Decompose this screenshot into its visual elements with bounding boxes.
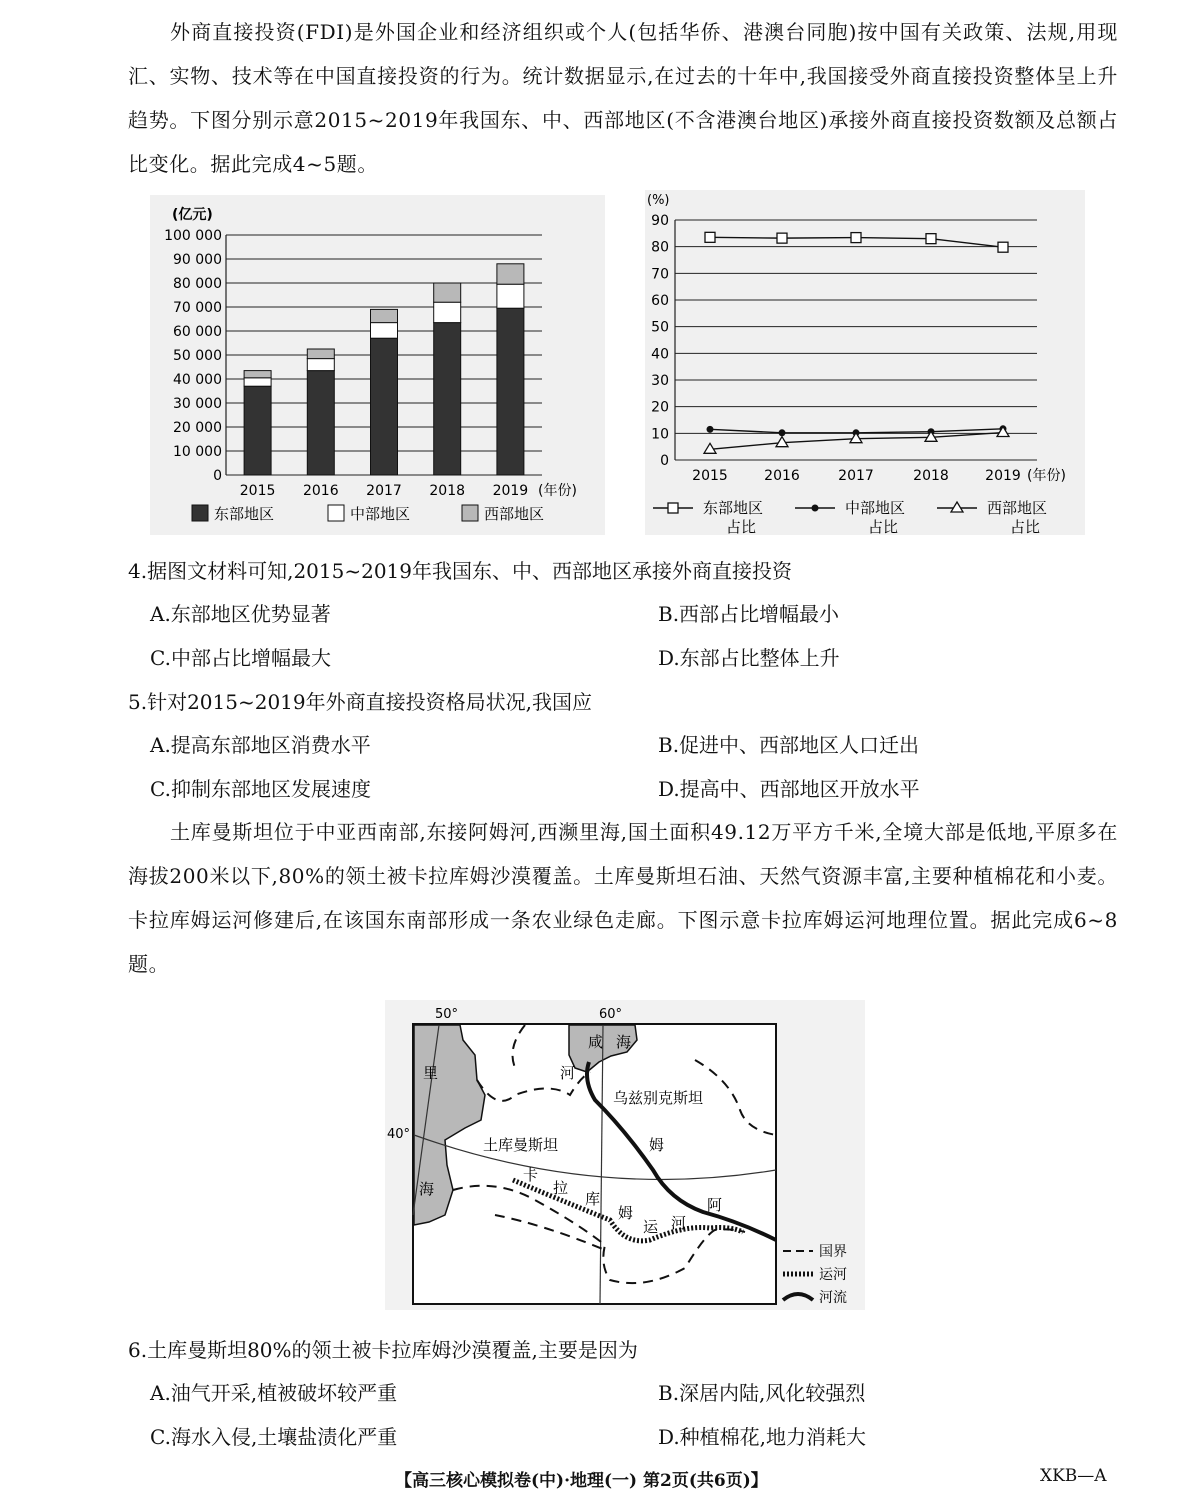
line-legend-label-1: 中部地区 <box>845 499 906 517</box>
bar-y-tick-label: 60 000 <box>173 324 222 340</box>
canal-label-1: 卡 <box>523 1166 539 1184</box>
bar-legend-swatch <box>462 505 478 521</box>
bar-y-tick-label: 50 000 <box>173 348 222 364</box>
bar-x-tick-label: 2018 <box>429 483 466 499</box>
legend-canal-label: 运河 <box>819 1267 847 1283</box>
canal-label-6: 河 <box>671 1214 687 1232</box>
question-4-option-c[interactable]: C.中部占比增幅最大 <box>150 646 331 670</box>
footer-code: XKB—A <box>1040 1466 1107 1486</box>
canal-label-4: 姆 <box>618 1204 634 1222</box>
bar-segment <box>497 284 524 308</box>
bar-y-tick-label: 20 000 <box>173 420 222 436</box>
line-y-tick-label: 10 <box>651 426 669 443</box>
line-legend-label-2: 占比 <box>868 518 899 535</box>
bar-legend-label: 西部地区 <box>484 505 545 523</box>
lat-40-label: 40° <box>387 1127 411 1142</box>
river-label: 河 <box>560 1064 576 1082</box>
bar-x-suffix: (年份) <box>538 483 577 499</box>
line-y-tick-label: 20 <box>651 399 669 416</box>
lon-60-label: 60° <box>599 1007 623 1022</box>
caspian-label-1: 里 <box>423 1064 439 1082</box>
bar-y-tick-label: 80 000 <box>173 276 222 292</box>
lon-50-label: 50° <box>435 1007 459 1022</box>
bar-y-tick-label: 0 <box>213 468 222 484</box>
canal-label-5: 运 <box>643 1218 659 1236</box>
line-x-tick-label: 2019 <box>985 468 1021 484</box>
bar-y-tick-label: 10 000 <box>173 444 222 460</box>
bar-y-tick-label: 40 000 <box>173 372 222 388</box>
amu-label-1: 姆 <box>649 1136 665 1154</box>
line-y-tick-label: 50 <box>651 319 669 336</box>
line-legend-label-1: 东部地区 <box>703 499 764 517</box>
fdi-share-line-chart <box>645 190 1085 535</box>
bar-legend-label: 中部地区 <box>350 505 411 523</box>
line-point <box>851 233 861 243</box>
question-5-option-b[interactable]: B.促进中、西部地区人口迁出 <box>658 733 920 757</box>
question-4-option-d[interactable]: D.东部占比整体上升 <box>658 646 840 670</box>
question-4-option-b[interactable]: B.西部占比增幅最小 <box>658 602 840 626</box>
question-5-option-c[interactable]: C.抑制东部地区发展速度 <box>150 777 371 801</box>
intro-paragraph-fdi: 外商直接投资(FDI)是外国企业和经济组织或个人(包括华侨、港澳台同胞)按中国有关政策、法规,用现汇、实物、技术等在中国直接投资的行为。统计数据显示,在过去的十年中,我国接受外商直接投资整体呈上升趋势。下图分别示意2015~2019年我国东、中、西部地区(不含港澳台地区)承接外商直接投资数额及总额占比变化。据此完成4~5题。 <box>128 20 1118 176</box>
bar-segment <box>371 338 398 475</box>
question-5-option-a[interactable]: A.提高东部地区消费水平 <box>150 733 371 757</box>
caspian-label-2: 海 <box>419 1180 435 1198</box>
line-y-tick-label: 0 <box>660 453 669 469</box>
line-point <box>705 232 715 242</box>
bar-y-tick-label: 30 000 <box>173 396 222 412</box>
line-y-tick-label: 70 <box>651 266 669 283</box>
bar-segment <box>371 309 398 322</box>
bar-segment <box>434 283 461 302</box>
footer-page-info: 【高三核心模拟卷(中)·地理(一) 第2页(共6页)】 <box>395 1471 768 1491</box>
amu-label-2: 阿 <box>707 1196 723 1214</box>
aral-label-1: 咸 <box>588 1033 604 1051</box>
bar-segment <box>307 371 334 475</box>
bar-y-tick-label: 90 000 <box>173 252 222 268</box>
bar-y-tick-label: 100 000 <box>164 228 222 244</box>
bar-legend-label: 东部地区 <box>214 505 275 523</box>
legend-border-label: 国界 <box>819 1244 847 1260</box>
line-legend-label-1: 西部地区 <box>987 499 1048 517</box>
uzbekistan-label: 乌兹别克斯坦 <box>613 1089 704 1107</box>
bar-x-tick-label: 2016 <box>302 483 339 499</box>
line-point <box>707 426 714 433</box>
question-5-option-d[interactable]: D.提高中、西部地区开放水平 <box>658 777 920 801</box>
question-4-option-a[interactable]: A.东部地区优势显著 <box>150 602 331 626</box>
line-x-suffix: (年份) <box>1027 468 1066 484</box>
question-6-option-d[interactable]: D.种植棉花,地力消耗大 <box>658 1425 867 1449</box>
line-point <box>998 242 1008 252</box>
line-y-tick-label: 80 <box>651 239 669 256</box>
line-point <box>668 503 678 513</box>
line-y-tick-label: 90 <box>651 213 669 229</box>
intro-paragraph-turkmenistan: 土库曼斯坦位于中亚西南部,东接阿姆河,西濒里海,国土面积49.12万平方千米,全境大部是低地,平原多在海拔200米以下,80%的领土被卡拉库姆沙漠覆盖。土库曼斯坦石油、天然气资源丰富,主要种植棉花和小麦。卡拉库姆运河修建后,在该国东南部形成一条农业绿色走廊。下图示意卡拉库姆运河地理位置。据此完成6~8题。 <box>128 820 1118 976</box>
fdi-amount-bar-chart <box>150 195 605 535</box>
line-x-tick-label: 2015 <box>692 468 728 484</box>
bar-segment <box>244 371 271 378</box>
bar-segment <box>497 308 524 475</box>
bar-segment <box>307 349 334 359</box>
bar-segment <box>371 323 398 339</box>
line-legend-label-2: 占比 <box>726 518 757 535</box>
line-point <box>777 233 787 243</box>
question-6-option-a[interactable]: A.油气开采,植被破坏较严重 <box>150 1381 398 1405</box>
bar-y-tick-label: 70 000 <box>173 300 222 316</box>
line-y-tick-label: 40 <box>651 346 669 363</box>
karakum-canal-map <box>385 1000 865 1310</box>
aral-label-2: 海 <box>616 1033 632 1051</box>
line-x-tick-label: 2018 <box>913 468 949 484</box>
legend-river-label: 河流 <box>819 1290 847 1306</box>
line-point <box>812 505 819 512</box>
question-4-stem: 4.据图文材料可知,2015~2019年我国东、中、西部地区承接外商直接投资 <box>128 559 792 583</box>
bar-unit-label: (亿元) <box>172 207 213 223</box>
question-6-stem: 6.土库曼斯坦80%的领土被卡拉库姆沙漠覆盖,主要是因为 <box>128 1338 638 1362</box>
bar-segment <box>244 378 271 386</box>
canal-label-3: 库 <box>585 1190 601 1208</box>
line-y-tick-label: 30 <box>651 373 669 389</box>
line-point <box>926 234 936 244</box>
bar-legend-swatch <box>192 505 208 521</box>
bar-segment <box>434 302 461 322</box>
bar-legend-swatch <box>328 505 344 521</box>
line-x-tick-label: 2017 <box>838 468 874 484</box>
bar-x-tick-label: 2015 <box>239 483 276 499</box>
line-point <box>779 429 786 436</box>
bar-x-tick-label: 2019 <box>492 483 529 499</box>
line-legend-label-2: 占比 <box>1010 518 1041 535</box>
line-x-tick-label: 2016 <box>764 468 800 484</box>
bar-segment <box>307 359 334 371</box>
line-y-tick-label: 60 <box>651 293 669 309</box>
question-6-option-c[interactable]: C.海水入侵,土壤盐渍化严重 <box>150 1425 398 1449</box>
question-5-stem: 5.针对2015~2019年外商直接投资格局状况,我国应 <box>128 690 592 714</box>
line-unit-label: (%) <box>647 193 670 208</box>
canal-label-2: 拉 <box>553 1179 569 1197</box>
turkmenistan-label: 土库曼斯坦 <box>483 1136 559 1154</box>
question-6-option-b[interactable]: B.深居内陆,风化较强烈 <box>658 1381 866 1405</box>
bar-segment <box>434 323 461 475</box>
bar-segment <box>497 264 524 284</box>
bar-x-tick-label: 2017 <box>366 483 402 499</box>
bar-segment <box>244 386 271 475</box>
